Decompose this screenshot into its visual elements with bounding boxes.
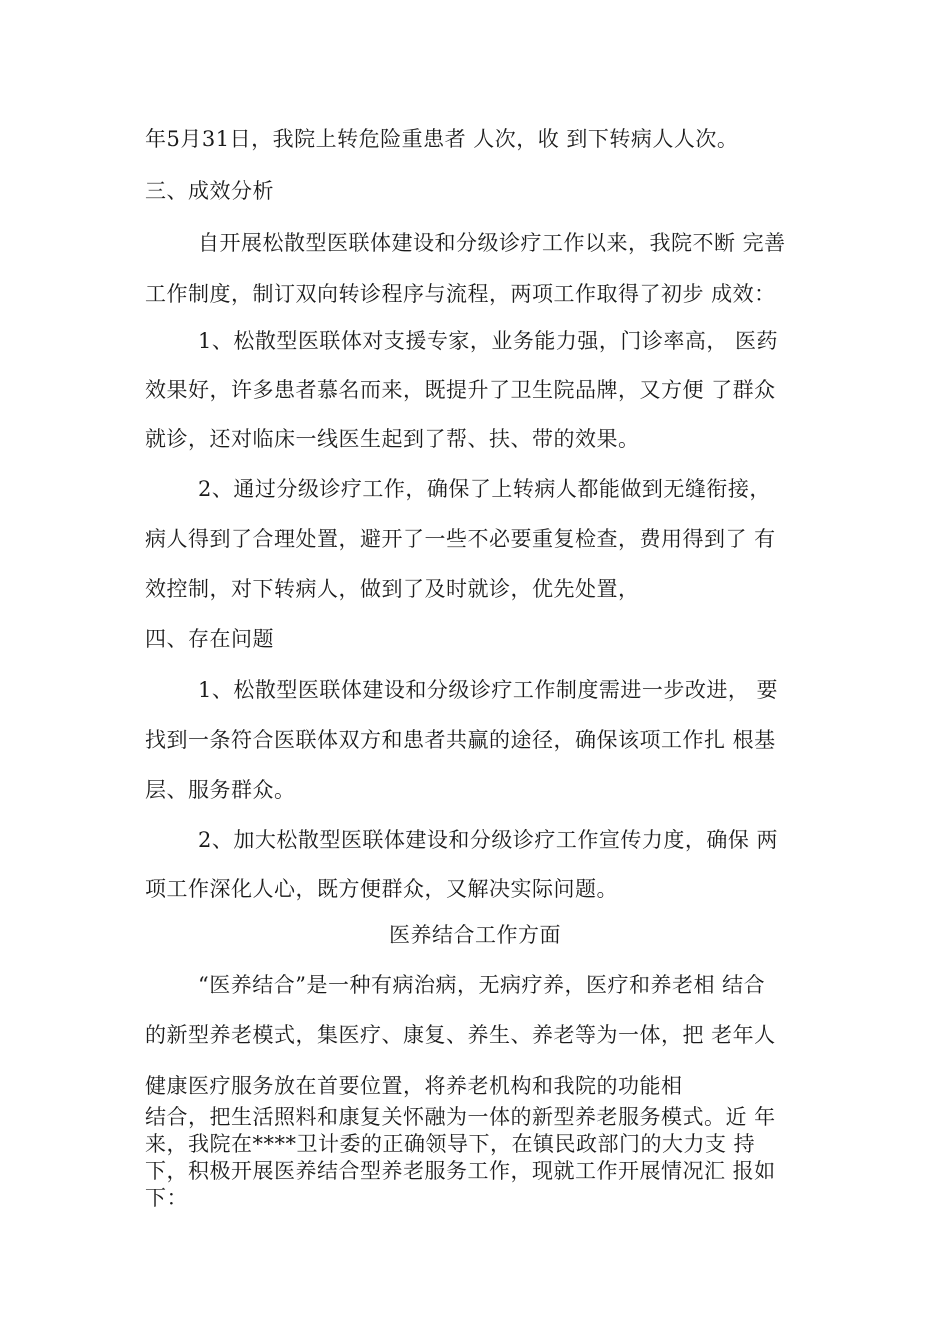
paragraph-line: 结合，把生活照料和康复关怀融为一体的新型养老服务模式。近 年 (145, 1105, 776, 1129)
paragraph-line: 病人得到了合理处置，避开了一些不必要重复检查，费用得到了 有 (145, 527, 776, 551)
paragraph-line: 效果好，许多患者慕名而来，既提升了卫生院品牌，又方便 了群众 (145, 378, 776, 402)
paragraph-line: 年5月31日，我院上转危险重患者 人次，收 到下转病人人次。 (145, 127, 739, 151)
paragraph-line: 健康医疗服务放在首要位置，将养老机构和我院的功能相 (145, 1074, 683, 1098)
list-item-line: 2、通过分级诊疗工作，确保了上转病人都能做到无缝衔接， (198, 477, 771, 501)
paragraph-line: 找到一条符合医联体双方和患者共赢的途径，确保该项工作扎 根基 (145, 728, 776, 752)
list-item-line: 1、松散型医联体建设和分级诊疗工作制度需进一步改进， 要 (198, 678, 779, 702)
section-heading: 三、成效分析 (145, 179, 274, 203)
paragraph-line: 工作制度，制订双向转诊程序与流程，两项工作取得了初步 成效： (145, 282, 776, 306)
paragraph-line: 下，积极开展医养结合型养老服务工作，现就工作开展情况汇 报如 (145, 1159, 776, 1183)
paragraph-line: 项工作深化人心，既方便群众，又解决实际问题。 (145, 877, 618, 901)
paragraph-line: 下： (145, 1186, 188, 1210)
paragraph-line: 效控制，对下转病人，做到了及时就诊，优先处置， (145, 577, 640, 601)
paragraph-line: “医养结合”是一种有病治病，无病疗养，医疗和养老相 结合 (198, 973, 766, 997)
section-heading: 四、存在问题 (145, 627, 274, 651)
paragraph-line: 就诊，还对临床一线医生起到了帮、扶、带的效果。 (145, 427, 640, 451)
paragraph-line: 层、服务群众。 (145, 778, 296, 802)
paragraph-line: 来，我院在****卫计委的正确领导下，在镇民政部门的大力支 持 (145, 1132, 756, 1156)
list-item-line: 2、加大松散型医联体建设和分级诊疗工作宣传力度，确保 两 (198, 828, 779, 852)
list-item-line: 1、松散型医联体对支援专家，业务能力强，门诊率高， 医药 (198, 329, 779, 353)
paragraph-line: 自开展松散型医联体建设和分级诊疗工作以来，我院不断 完善 (198, 231, 786, 255)
paragraph-line: 的新型养老模式，集医疗、康复、养生、养老等为一体，把 老年人 (145, 1023, 776, 1047)
section-title: 医养结合工作方面 (389, 923, 561, 947)
